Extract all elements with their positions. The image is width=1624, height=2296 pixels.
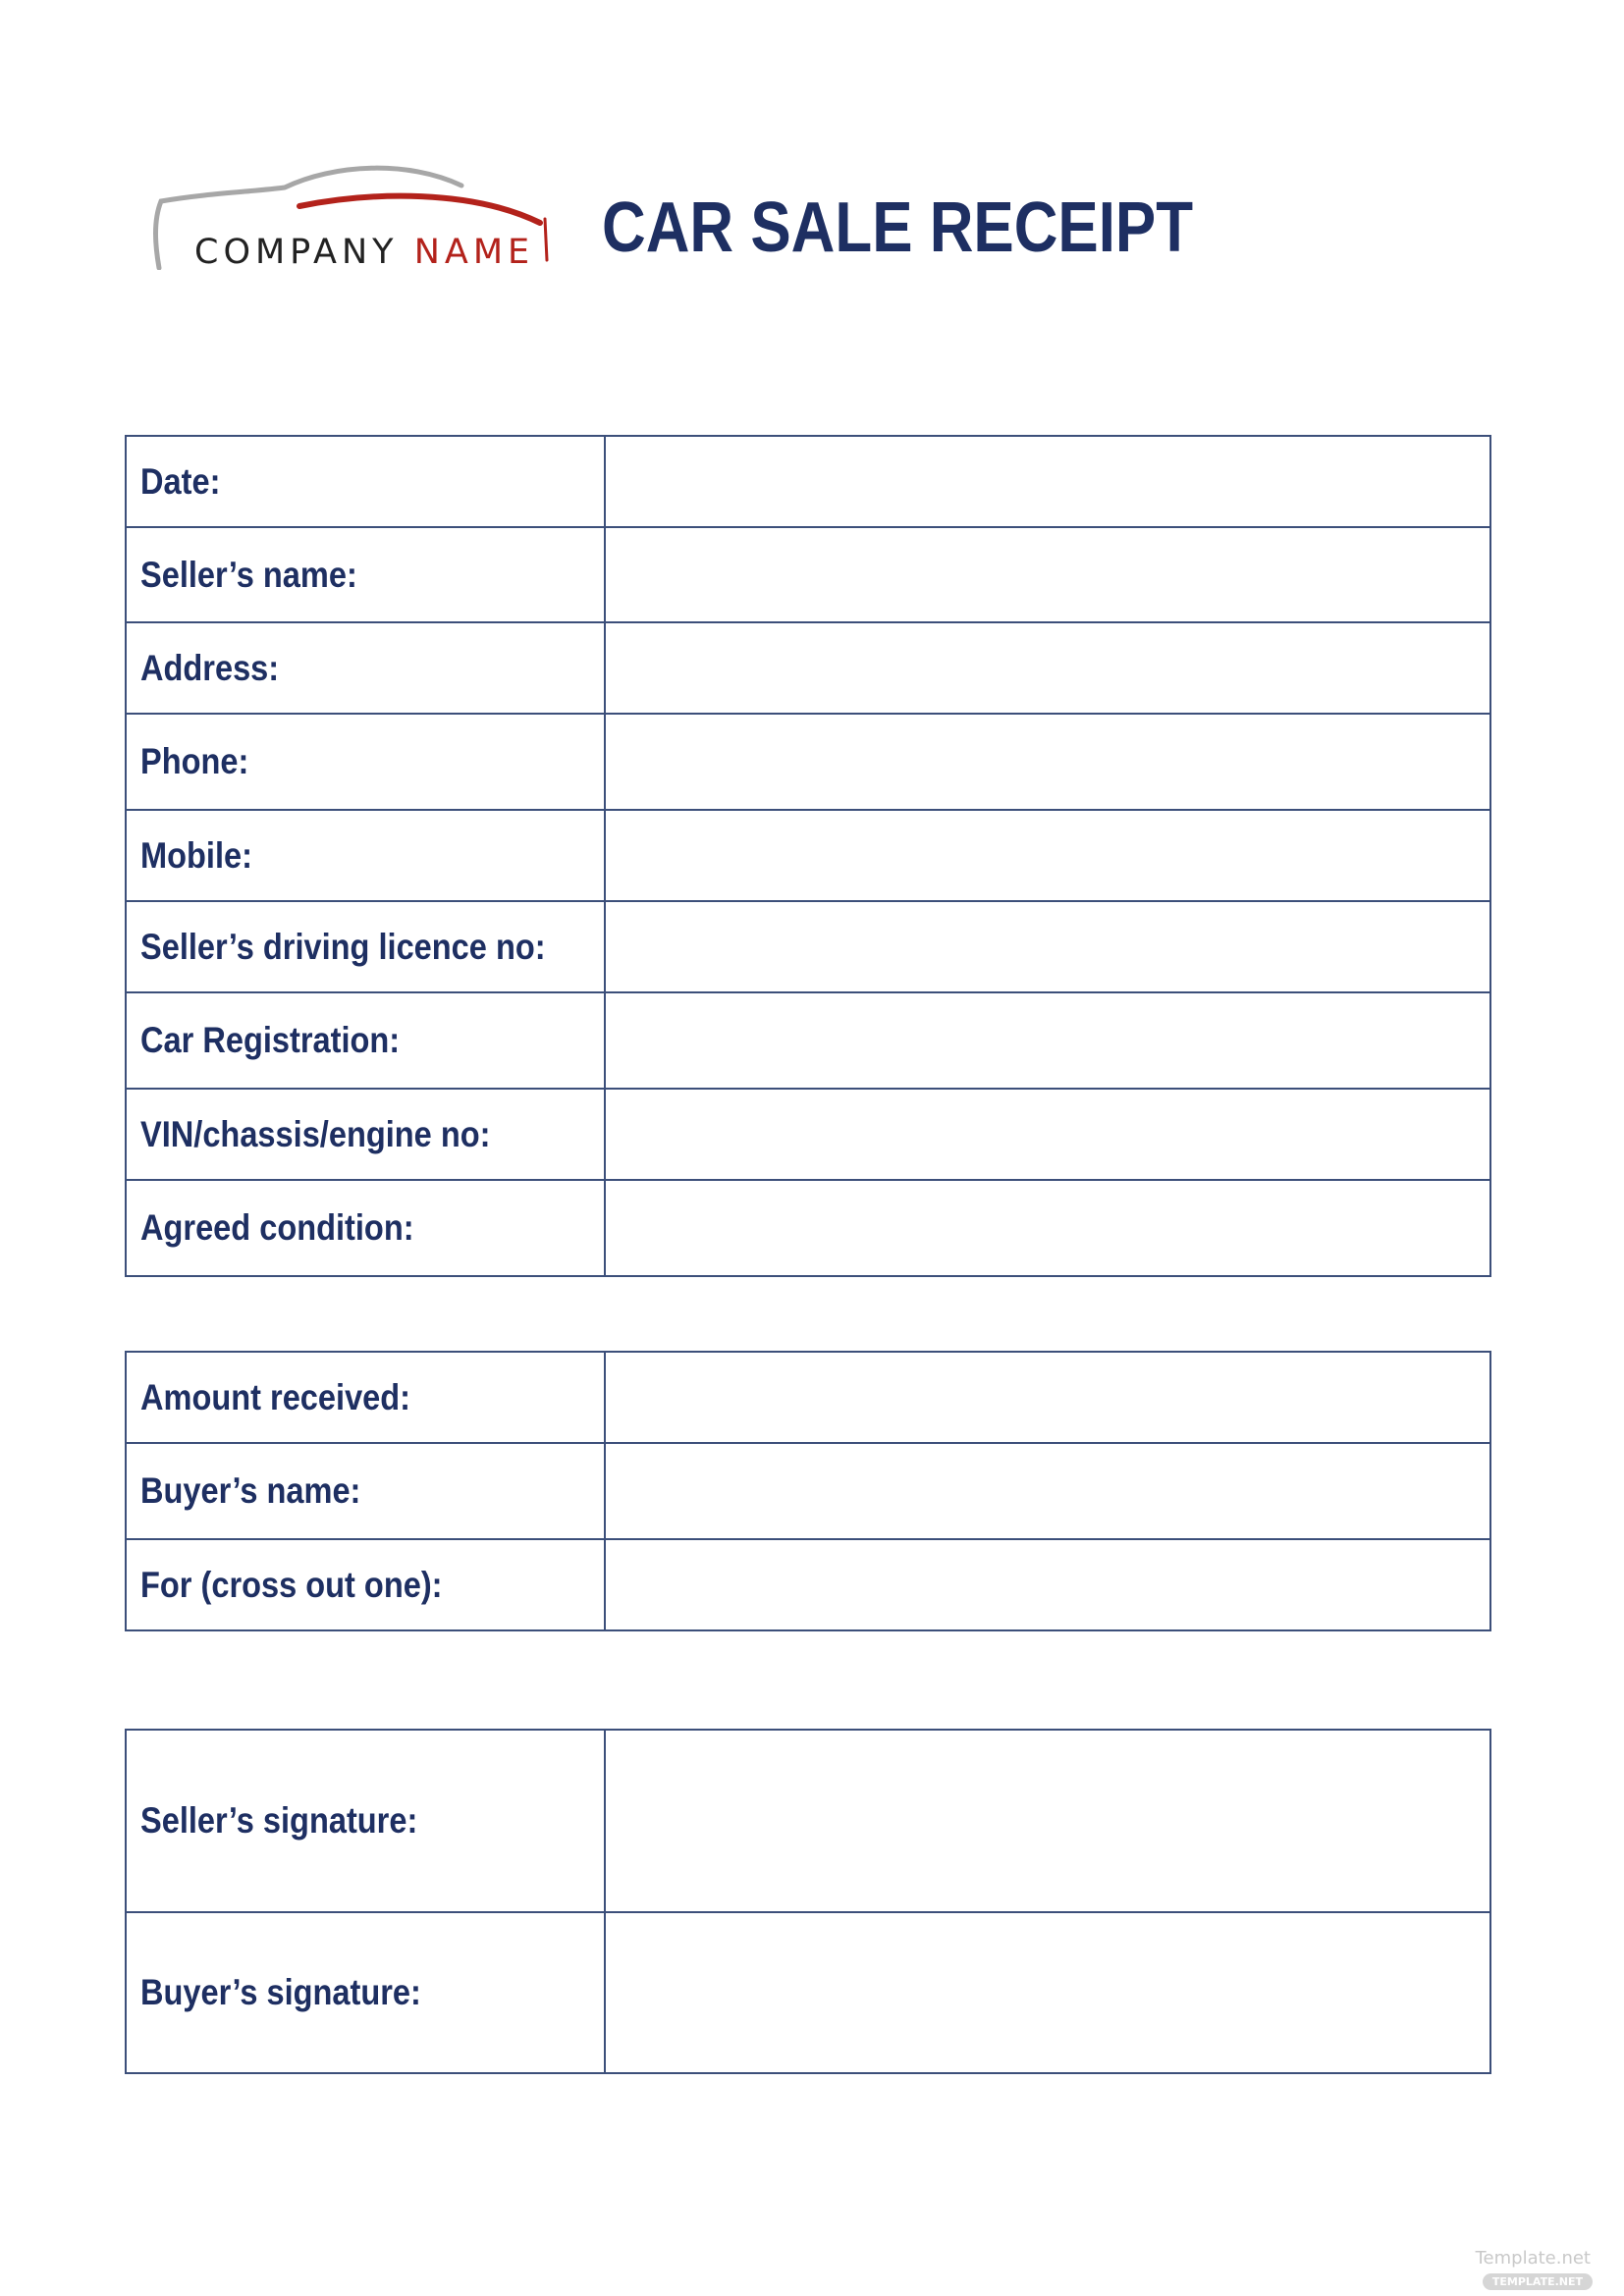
seller-vehicle-table — [125, 435, 1491, 1277]
field-value[interactable] — [605, 1443, 1490, 1539]
field-label-text: Phone: — [140, 741, 249, 781]
field-value[interactable] — [605, 1180, 1490, 1276]
form-row — [126, 1180, 1490, 1276]
field-value[interactable] — [605, 1352, 1490, 1443]
field-value[interactable] — [605, 527, 1490, 622]
company-word: COMPANY — [194, 233, 399, 272]
form-row — [126, 1539, 1490, 1630]
signature-rows — [126, 1730, 1490, 2073]
seller-vehicle-rows — [126, 436, 1490, 1276]
form-row — [126, 1352, 1490, 1443]
watermark-badge: TEMPLATE.NET — [1483, 2273, 1593, 2290]
field-label-text: Seller’s driving licence no: — [140, 926, 546, 967]
field-label — [126, 714, 605, 810]
field-label — [126, 1912, 605, 2073]
form-row — [126, 901, 1490, 992]
field-label — [126, 901, 605, 992]
field-value[interactable] — [605, 436, 1490, 527]
field-label — [126, 810, 605, 901]
field-label — [126, 1443, 605, 1539]
field-value[interactable] — [605, 1730, 1490, 1912]
form-row — [126, 1089, 1490, 1180]
field-label-text: Amount received: — [140, 1376, 411, 1417]
field-label-text: For (cross out one): — [140, 1564, 443, 1605]
field-value[interactable] — [605, 714, 1490, 810]
field-label — [126, 1352, 605, 1443]
signature-table — [125, 1729, 1491, 2074]
field-label-text: VIN/chassis/engine no: — [140, 1113, 491, 1154]
field-value[interactable] — [605, 622, 1490, 714]
field-label — [126, 1539, 605, 1630]
payment-rows — [126, 1352, 1490, 1630]
field-label-text: Address: — [140, 647, 280, 688]
company-name — [194, 233, 534, 272]
form-row — [126, 1912, 1490, 2073]
field-label — [126, 1730, 605, 1912]
field-label — [126, 1089, 605, 1180]
field-value[interactable] — [605, 1539, 1490, 1630]
form-row — [126, 436, 1490, 527]
company-logo — [147, 162, 560, 290]
field-label-text: Seller’s name: — [140, 554, 357, 595]
field-value[interactable] — [605, 901, 1490, 992]
field-label-text: Buyer’s signature: — [140, 1972, 421, 2012]
field-label-text: Car Registration: — [140, 1020, 401, 1060]
form-row — [126, 1443, 1490, 1539]
field-value[interactable] — [605, 1089, 1490, 1180]
field-label — [126, 992, 605, 1089]
form-row — [126, 622, 1490, 714]
field-value[interactable] — [605, 1912, 1490, 2073]
field-value[interactable] — [605, 810, 1490, 901]
form-row — [126, 810, 1490, 901]
field-value[interactable] — [605, 992, 1490, 1089]
name-word: NAME — [413, 233, 535, 272]
field-label-text: Agreed condition: — [140, 1207, 414, 1248]
watermark-site: Template.net — [1475, 2248, 1591, 2269]
field-label-text: Date: — [140, 460, 221, 502]
field-label — [126, 622, 605, 714]
document-title: CAR SALE RECEIPT — [602, 188, 1194, 267]
field-label-text: Buyer’s name: — [140, 1470, 361, 1511]
field-label-text: Seller’s signature: — [140, 1800, 418, 1841]
payment-table — [125, 1351, 1491, 1631]
field-label — [126, 436, 605, 527]
field-label-text: Mobile: — [140, 834, 252, 876]
field-label — [126, 527, 605, 622]
form-row — [126, 714, 1490, 810]
form-row — [126, 527, 1490, 622]
form-row — [126, 992, 1490, 1089]
field-label — [126, 1180, 605, 1276]
form-row — [126, 1730, 1490, 1912]
